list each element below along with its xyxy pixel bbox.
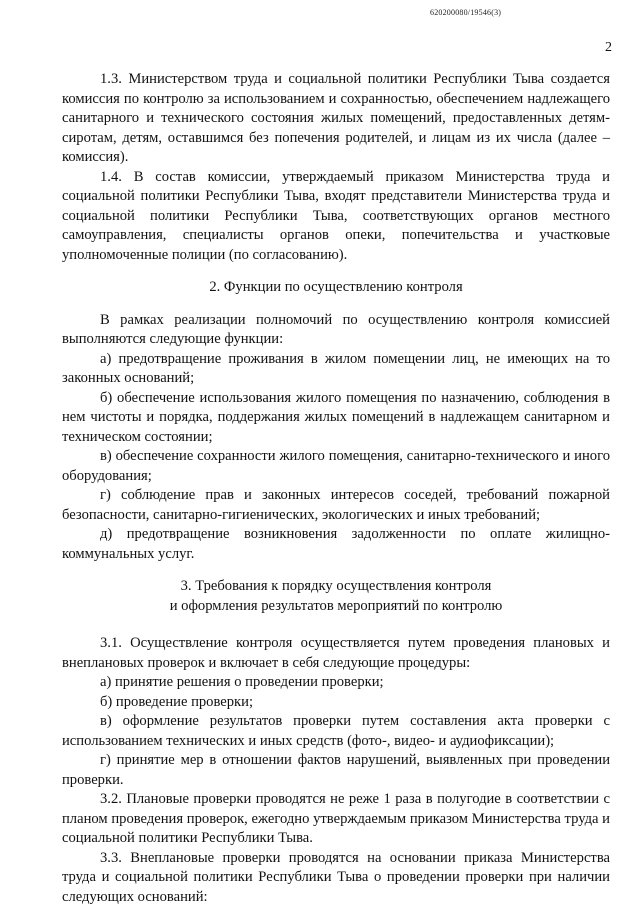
paragraph-3-3: 3.3. Внеплановые проверки проводятся на основании приказа Министерства труда и социальной политики Республики Тыва о проведении проверки при наличии следующих оснований: <box>62 849 610 907</box>
paragraph-3-1: 3.1. Осуществление контроля осуществляется путем проведения плановых и внеплановых проверок и включает в себя следующие процедуры: <box>62 634 610 673</box>
paragraph-2-v: в) обеспечение сохранности жилого помещения, санитарно-технического и иного оборудования; <box>62 447 610 486</box>
paragraph-3-1-a: а) принятие решения о проведении проверки; <box>62 673 610 693</box>
paragraph-1-3: 1.3. Министерством труда и социальной политики Республики Тыва создается комиссия по контролю за использованием и сохранностью, обеспечением надлежащего санитарного и технического состояния жилых помещений, предоставленных детям-сиротам, детям, оставшимся без попечения родителей, и лицам из их числа (далее – комиссия). <box>62 70 610 168</box>
document-id: 620200080/19546(3) <box>430 8 501 17</box>
paragraph-2-intro: В рамках реализации полномочий по осуществлению контроля комиссией выполняются следующие функции: <box>62 311 610 350</box>
paragraph-2-b: б) обеспечение использования жилого помещения по назначению, соблюдения в нем чистоты и порядка, поддержания жилых помещений в надлежащем санитарном и техническом состоянии; <box>62 389 610 448</box>
paragraph-3-2: 3.2. Плановые проверки проводятся не реже 1 раза в полугодие в соответствии с планом проведения проверок, ежегодно утверждаемым приказом Министерства труда и социальной политики Республики Тыва. <box>62 790 610 849</box>
section-3-heading-line2: и оформления результатов мероприятий по контролю <box>62 597 610 617</box>
section-3-heading-line1: 3. Требования к порядку осуществления контроля <box>62 577 610 597</box>
page-number: 2 <box>605 40 612 56</box>
document-body <box>62 70 610 907</box>
paragraph-3-1-g: г) принятие мер в отношении фактов нарушений, выявленных при проведении проверки. <box>62 751 610 790</box>
paragraph-2-d: д) предотвращение возникновения задолженности по оплате жилищно-коммунальных услуг. <box>62 525 610 564</box>
paragraph-3-1-v: в) оформление результатов проверки путем составления акта проверки с использованием технических и иных средств (фото-, видео- и аудиофиксации); <box>62 712 610 751</box>
paragraph-1-4: 1.4. В состав комиссии, утверждаемый приказом Министерства труда и социальной политики Республики Тыва, входят представители Министерства труда и социальной политики Республики Тыва, соответствующих органов местного самоуправления, специалисты органов опеки, попечительства и участковые уполномоченные полиции (по согласованию). <box>62 168 610 266</box>
paragraph-3-1-b: б) проведение проверки; <box>62 693 610 713</box>
paragraph-2-a: а) предотвращение проживания в жилом помещении лиц, не имеющих на то законных оснований; <box>62 350 610 389</box>
paragraph-2-g: г) соблюдение прав и законных интересов соседей, требований пожарной безопасности, санитарно-гигиенических, экологических и иных требований; <box>62 486 610 525</box>
section-2-heading: 2. Функции по осуществлению контроля <box>62 278 610 298</box>
